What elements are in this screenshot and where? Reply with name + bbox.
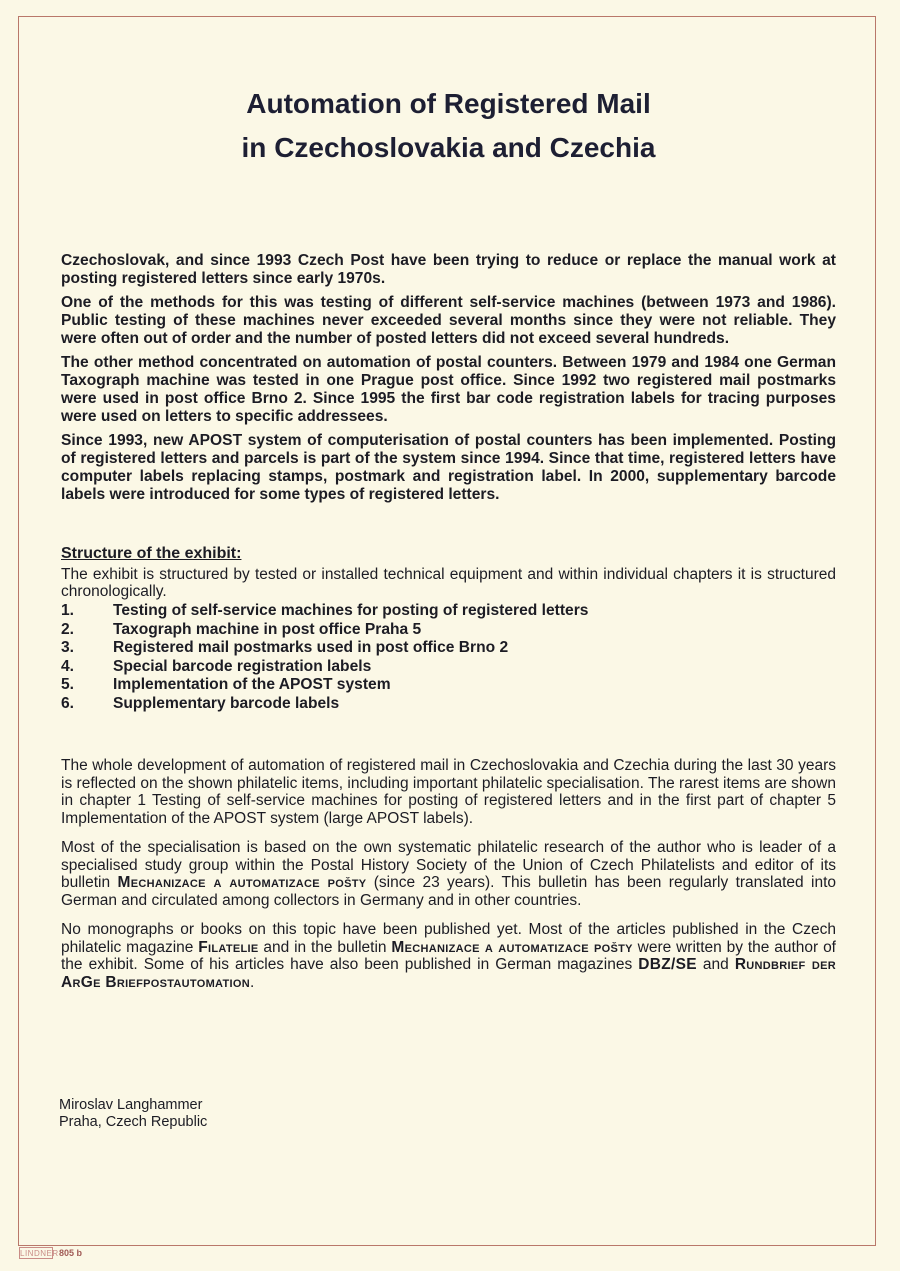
chapter-label: Testing of self-service machines for posting of registered letters <box>113 602 589 619</box>
summary-text: were written by the author of the exhibit. Some of his articles have also been published in German magazines <box>61 938 836 973</box>
publisher-logo: LINDNER <box>20 1249 59 1258</box>
chapter-list <box>61 602 836 713</box>
chapter-number: 1. <box>61 602 75 619</box>
list-item <box>61 639 836 658</box>
author-name: Miroslav Langhammer <box>59 1097 203 1113</box>
summary-text: Most of the specialisation is based on the own systematic philatelic research of the author who is leader of a specialised study group within the Postal History Society of the Union of Czech Philatelists and editor of its bulletin <box>61 839 836 891</box>
chapter-number: 4. <box>61 657 75 675</box>
page-code: 805 b <box>59 1248 83 1258</box>
list-item <box>61 658 836 677</box>
summary-paragraph-3 <box>61 921 836 991</box>
chapter-number: 2. <box>61 620 75 638</box>
intro-paragraph-2: One of the methods for this was testing of different self-service machines (between 1973 and 1986). Public testing of these machines never exceeded several months since they were not reliable. They were often out of order and the number of posted letters did not exceed several hundreds. <box>61 294 836 347</box>
title-line-1: Automation of Registered Mail <box>246 88 651 119</box>
bulletin-name: Mechanizace a automatizace pošty <box>117 874 367 891</box>
magazine-name: Rundbrief der ArGe Briefpostautomation <box>61 956 836 991</box>
summary-text: . <box>249 973 255 991</box>
list-item <box>61 602 836 621</box>
intro-paragraph-1: Czechoslovak, and since 1993 Czech Post have been trying to reduce or replace the manual work at posting registered letters since early 1970s. <box>61 252 836 287</box>
chapter-number: 3. <box>61 639 75 656</box>
chapter-number: 5. <box>61 676 75 693</box>
summary-section <box>61 757 836 991</box>
summary-text: and in the bulletin <box>258 938 392 956</box>
magazine-name: DBZ/SE <box>638 956 697 973</box>
page-title <box>61 82 836 170</box>
chapter-label: Implementation of the APOST system <box>113 676 391 693</box>
intro-section <box>61 252 836 504</box>
magazine-name: Filatelie <box>198 938 259 956</box>
chapter-label: Special barcode registration labels <box>113 657 372 675</box>
page-footer <box>19 1247 82 1259</box>
title-line-2: in Czechoslovakia and Czechia <box>241 132 656 163</box>
summary-paragraph-1: The whole development of automation of registered mail in Czechoslovakia and Czechia during the last 30 years is reflected on the shown philatelic items, including important philatelic specialisation. The rarest items are shown in chapter 1 Testing of self-service machines for posting of registered letters and in the first part of chapter 5 Implementation of the APOST system (large APOST labels). <box>61 757 836 827</box>
intro-paragraph-3: The other method concentrated on automation of postal counters. Between 1979 and 1984 one German Taxograph machine was tested in one Prague post office. Since 1992 two registered mail postmarks were used in post office Brno 2. Since 1995 the first bar code registration labels for tracing purposes were used on letters to specific addressees. <box>61 354 836 425</box>
summary-text: No monographs or books on this topic have been published yet. Most of the articles published in the Czech philatelic magazine <box>61 921 836 956</box>
exhibit-page-content <box>61 82 836 1003</box>
structure-section <box>61 544 836 713</box>
bulletin-name: Mechanizace a automatizace pošty <box>391 938 633 956</box>
structure-text: The exhibit is structured by tested or installed technical equipment and within individual chapters it is structured chronologically. <box>61 566 836 600</box>
signature-block <box>59 1097 207 1131</box>
list-item <box>61 676 836 695</box>
structure-heading: Structure of the exhibit: <box>61 545 242 562</box>
intro-paragraph-4: Since 1993, new APOST system of computerisation of postal counters has been implemented. Posting of registered letters and parcels is part of the system since 1994. Since that time, registered letters have computer labels replacing stamps, postmark and registration label. In 2000, supplementary barcode labels were introduced for some types of registered letters. <box>61 432 836 503</box>
summary-text: (since 23 years). This bulletin has been regularly translated into German and circulated among collectors in Germany and in other countries. <box>61 874 836 909</box>
chapter-number: 6. <box>61 694 75 712</box>
summary-text: and <box>696 956 735 973</box>
author-place: Praha, Czech Republic <box>59 1114 208 1130</box>
chapter-label: Registered mail postmarks used in post office Brno 2 <box>113 639 509 656</box>
summary-paragraph-2 <box>61 839 836 909</box>
chapter-label: Supplementary barcode labels <box>113 694 340 712</box>
chapter-label: Taxograph machine in post office Praha 5 <box>113 620 422 638</box>
list-item <box>61 695 836 714</box>
list-item <box>61 621 836 640</box>
